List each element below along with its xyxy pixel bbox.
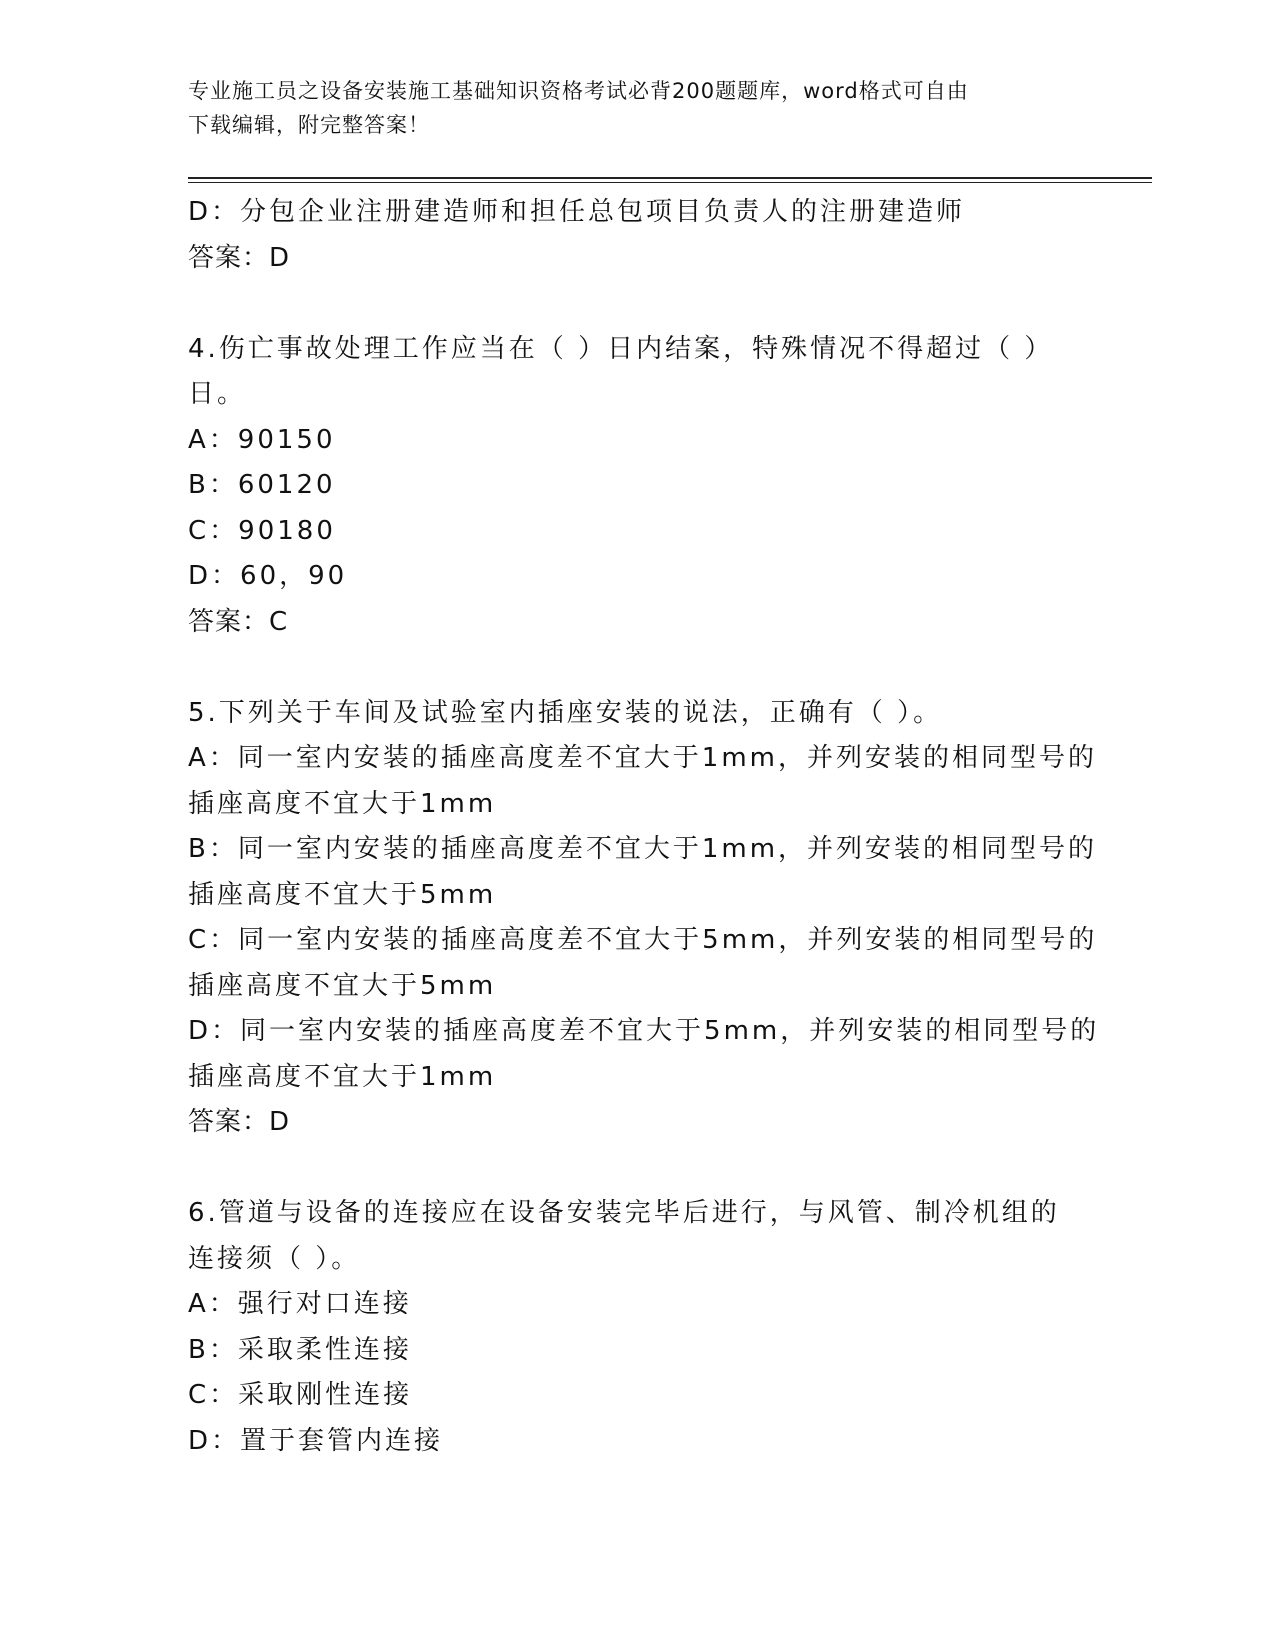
q5-option-c-line-1: C：同一室内安装的插座高度差不宜大于5mm，并列安装的相同型号的 bbox=[188, 925, 1098, 955]
q5-stem: 5.下列关于车间及试验室内插座安装的说法，正确有（ ）。 bbox=[188, 697, 943, 728]
q5-option-b-line-2: 插座高度不宜大于5mm bbox=[188, 879, 497, 910]
q4-option-c: C：90180 bbox=[188, 515, 336, 546]
q4-stem-line-1: 4.伤亡事故处理工作应当在（ ）日内结案，特殊情况不得超过（ ） bbox=[188, 333, 1054, 364]
question-spacer bbox=[188, 1146, 1088, 1192]
header-title-line-1: 专业施工员之设备安装施工基础知识资格考试必背200题题库，word格式可自由 bbox=[188, 79, 969, 103]
q4-option-d: D：60，90 bbox=[188, 561, 348, 591]
q4-option-a: A：90150 bbox=[188, 424, 336, 455]
q3-answer: 答案：D bbox=[188, 242, 291, 273]
question-spacer bbox=[188, 645, 1088, 691]
q6-option-c: C：采取刚性连接 bbox=[188, 1380, 413, 1410]
q6-option-b: B：采取柔性连接 bbox=[188, 1334, 412, 1365]
q5-option-d-line-2: 插座高度不宜大于1mm bbox=[188, 1061, 497, 1092]
q6-option-d: D：置于套管内连接 bbox=[188, 1425, 444, 1456]
q4-stem-line-2: 日。 bbox=[188, 379, 247, 409]
q3-option-d: D：分包企业注册建造师和担任总包项目负责人的注册建造师 bbox=[188, 197, 966, 227]
q6-stem-line-1: 6.管道与设备的连接应在设备安装完毕后进行，与风管、制冷机组的 bbox=[188, 1198, 1060, 1228]
q5-option-d-line-1: D：同一室内安装的插座高度差不宜大于5mm，并列安装的相同型号的 bbox=[188, 1016, 1100, 1046]
header-divider-thin bbox=[188, 182, 1152, 183]
q6-stem-line-2: 连接须（ ）。 bbox=[188, 1243, 361, 1274]
header-divider-thick bbox=[188, 177, 1152, 179]
question-list bbox=[188, 190, 1100, 1464]
header-title-line-2: 下载编辑，附完整答案！ bbox=[188, 113, 430, 137]
q5-option-b-line-1: B：同一室内安装的插座高度差不宜大于1mm，并列安装的相同型号的 bbox=[188, 834, 1098, 864]
q5-option-a-line-1: A：同一室内安装的插座高度差不宜大于1mm，并列安装的相同型号的 bbox=[188, 743, 1097, 773]
question-spacer bbox=[188, 281, 1088, 327]
q4-option-b: B：60120 bbox=[188, 470, 336, 500]
q4-answer: 答案：C bbox=[188, 606, 289, 637]
q5-option-c-line-2: 插座高度不宜大于5mm bbox=[188, 970, 497, 1001]
document-header bbox=[188, 74, 1068, 142]
q5-answer: 答案：D bbox=[188, 1107, 291, 1137]
q5-option-a-line-2: 插座高度不宜大于1mm bbox=[188, 788, 497, 819]
q6-option-a: A：强行对口连接 bbox=[188, 1289, 412, 1319]
